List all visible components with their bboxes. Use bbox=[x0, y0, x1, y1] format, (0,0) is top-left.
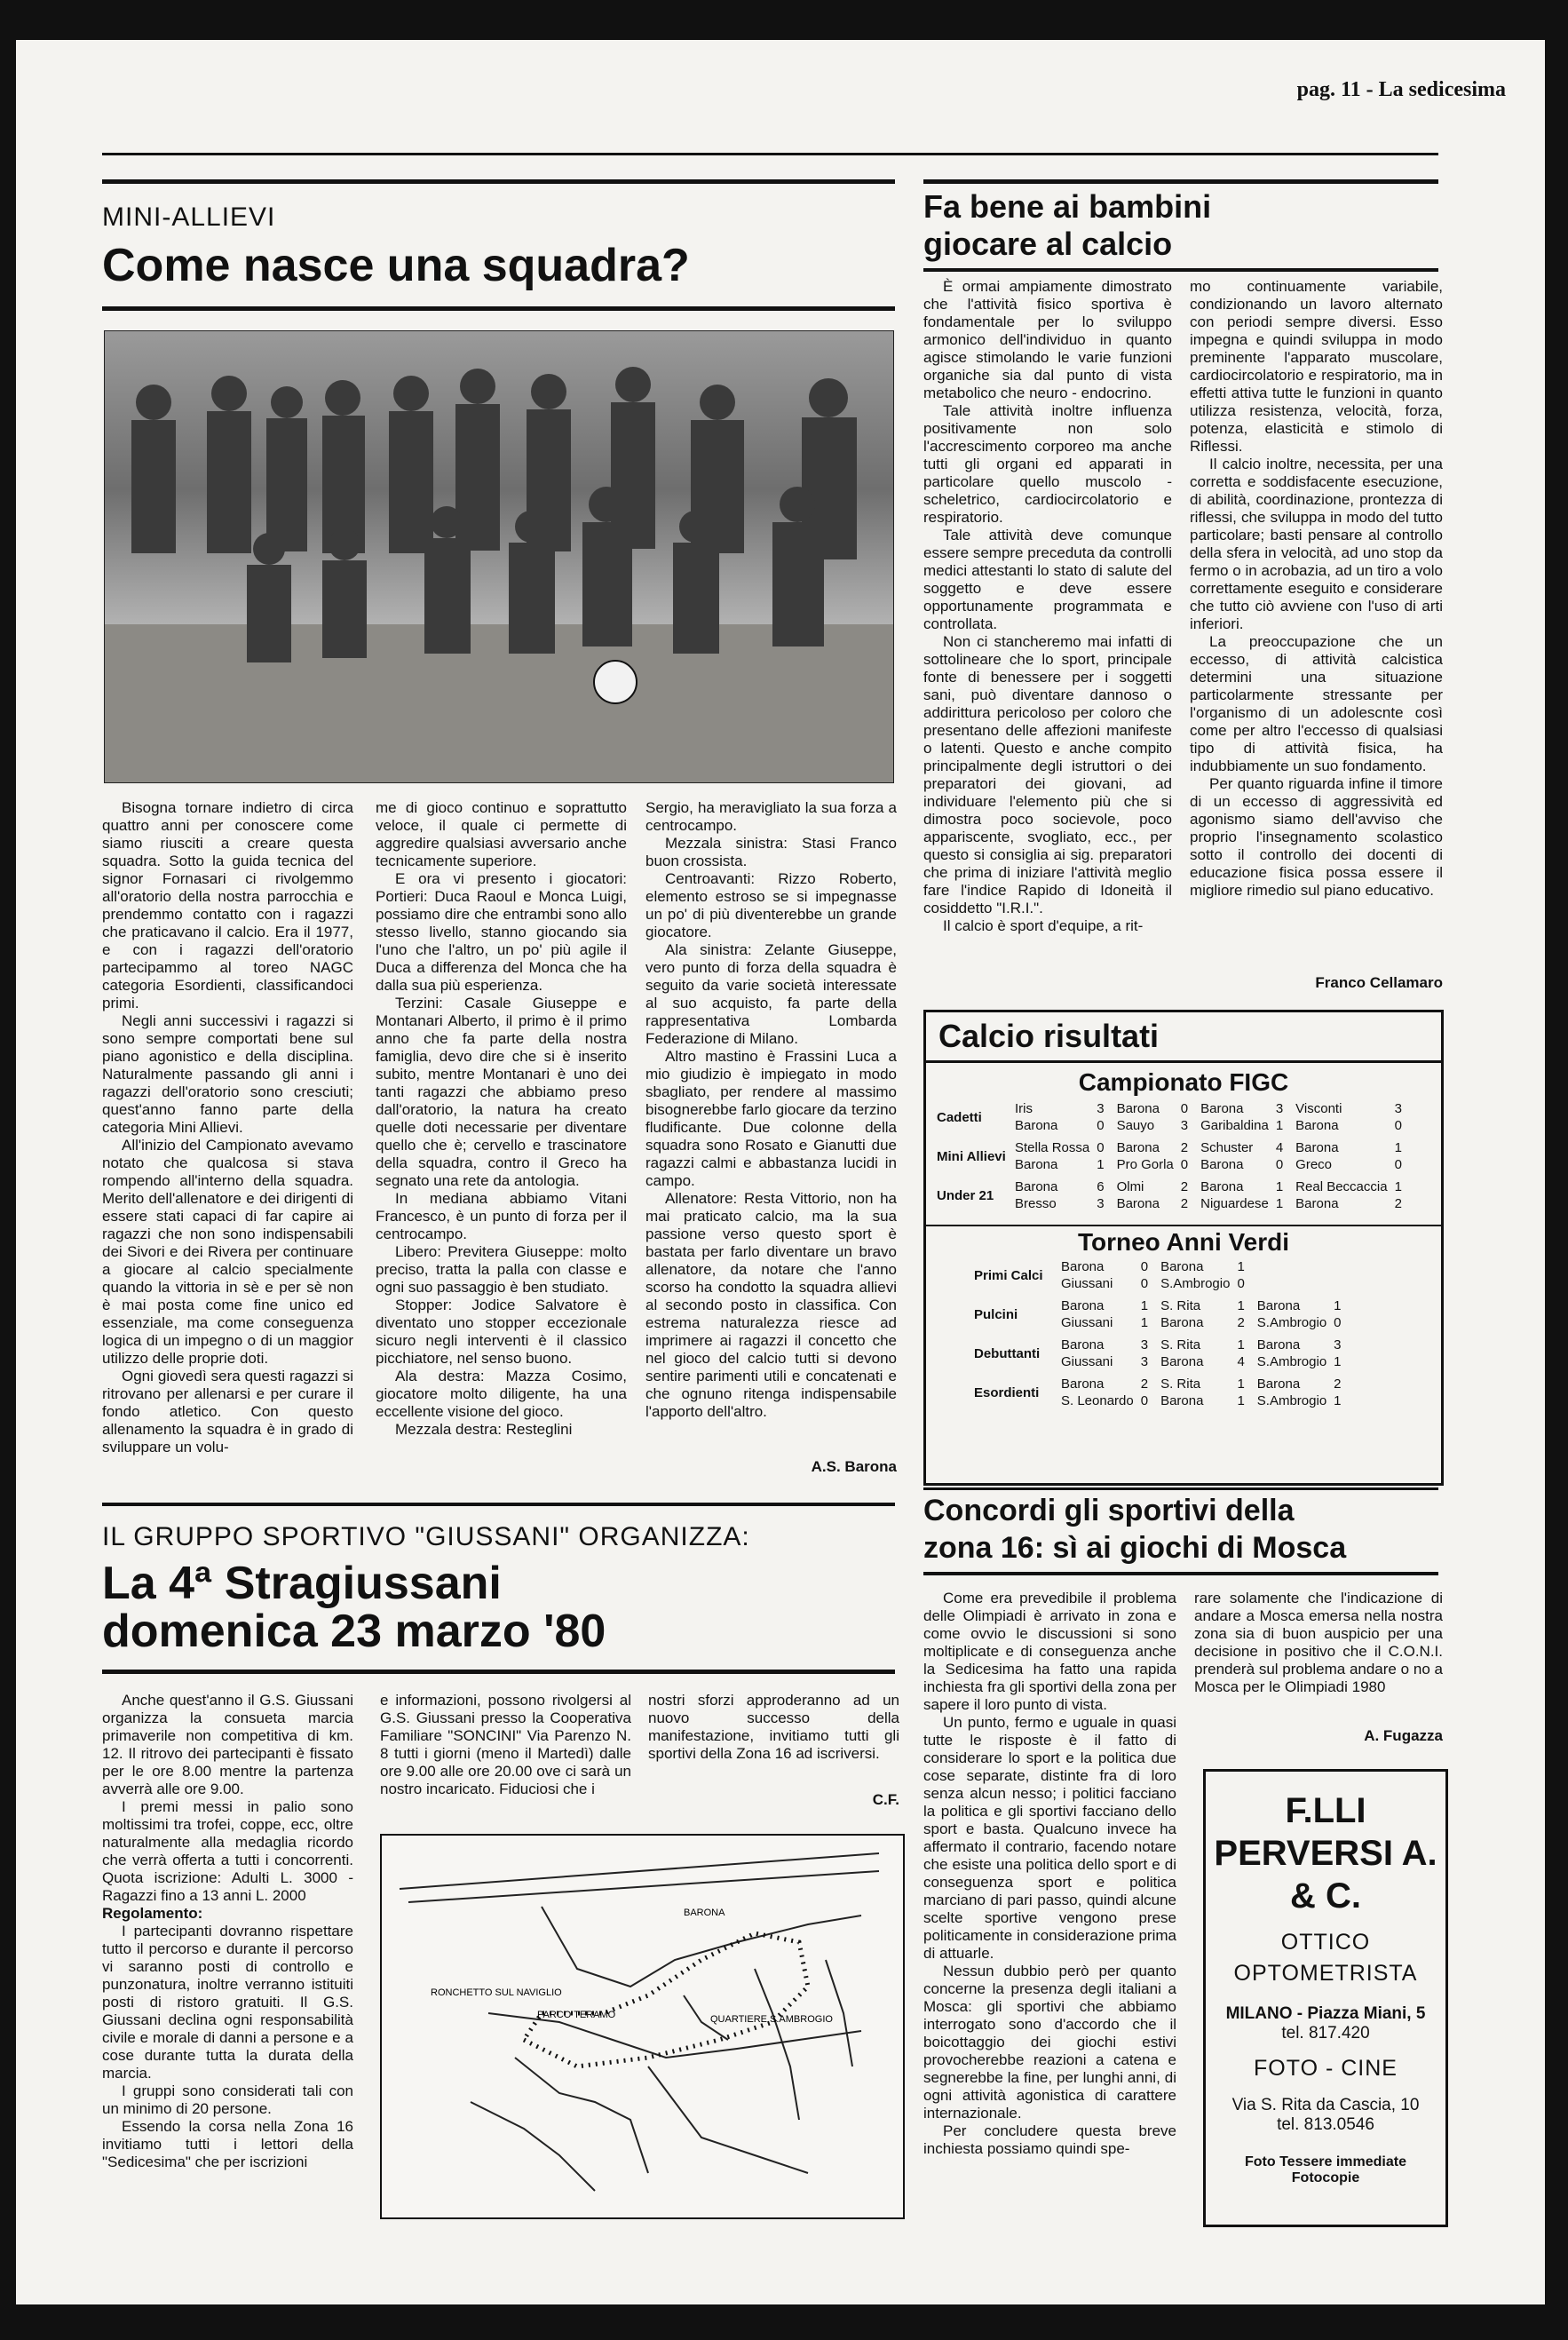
team-score: 3 bbox=[1097, 1196, 1105, 1211]
team-name: Barona bbox=[1061, 1376, 1105, 1392]
paragraph: Ala sinistra: Zelante Giuseppe, vero punto di forza della squadra è seguito da varie società interessate al suo acquisto, fa parte della rappresentativa Lombarda Federazione di Milano. bbox=[645, 941, 897, 1047]
team-score: 1 bbox=[1237, 1337, 1245, 1352]
map-label: BARONA bbox=[684, 1908, 725, 1918]
team-score: 0 bbox=[1097, 1118, 1105, 1133]
team-name: Barona bbox=[1256, 1298, 1301, 1313]
team-score: 1 bbox=[1394, 1179, 1402, 1194]
team-name: Bresso bbox=[1015, 1196, 1057, 1211]
paragraph: Centroavanti: Rizzo Roberto, elemento estroso se si impegnasse un po' di più diventerebbe un grande giocatore. bbox=[645, 870, 897, 940]
paragraph: nostri sforzi approderanno ad un nuovo successo della manifestazione, invitiamo tutti gli sportivi della Zona 16 ad iscriversi. bbox=[648, 1692, 899, 1762]
team-score: 1 bbox=[1097, 1157, 1105, 1172]
article-column-1 bbox=[102, 799, 353, 1456]
team-score: 0 bbox=[1237, 1276, 1245, 1291]
divider bbox=[102, 1670, 895, 1674]
team-score: 0 bbox=[1140, 1276, 1149, 1291]
team-name: S. Rita bbox=[1160, 1376, 1201, 1392]
ad-footer: Foto Tessere immediate bbox=[1245, 2154, 1406, 2169]
paragraph: me di gioco continuo e soprattutto veloce, il quale ci permette di aggredire qualsiasi avversario anche tecnicamente superiore. bbox=[376, 799, 627, 869]
article-column-2 bbox=[1194, 1590, 1443, 1696]
team-name: Barona bbox=[1160, 1259, 1204, 1274]
paragraph: Come era prevedibile il problema delle Olimpiadi è arrivato in zona e come ovvio le discussioni si sono moltiplicate e di conseguenza anche la Sedicesima ha fatto una rapida inchiesta fra gli sportivi della zona per sapere il loro punto di vista. bbox=[923, 1590, 1176, 1713]
section-title: Torneo Anni Verdi bbox=[1077, 1228, 1289, 1256]
paragraph: Non ci stancheremo mai infatti di sottolineare che lo sport, principale fonte di benessere per i soggetti sani, può diventare dannoso o addirittura pericoloso per coloro che presentano delle affezioni manifeste o latenti. Questo e anche compito principalmente degli istruttori o dei preparatori dei giovani, ad individuare l'elemento più che si dimostra poco socievole, poco appariscente, svogliato, ecc., per questo si consiglia ai sig. preparatori che prima di iniziare l'attività meglio fare l'indice Rapido di Idoneità il cosiddetto "I.R.I.". bbox=[923, 633, 1172, 916]
paragraph: Essendo la corsa nella Zona 16 invitiamo tutti i lettori della "Sedicesima" che per iscrizioni bbox=[102, 2118, 353, 2170]
map-label: PARCO TERAMO bbox=[537, 2010, 616, 2020]
team-name: S. Leonardo bbox=[1061, 1393, 1134, 1408]
team-score: 1 bbox=[1237, 1259, 1245, 1274]
team-score: 0 bbox=[1180, 1157, 1189, 1172]
team-score: 3 bbox=[1334, 1337, 1342, 1352]
team-name: S. Rita bbox=[1160, 1337, 1201, 1352]
team-score: 1 bbox=[1275, 1196, 1284, 1211]
article-kicker: IL GRUPPO SPORTIVO "GIUSSANI" ORGANIZZA: bbox=[102, 1522, 750, 1551]
team-name: Barona bbox=[1061, 1337, 1105, 1352]
team-score: 1 bbox=[1140, 1298, 1149, 1313]
team-score: 0 bbox=[1140, 1393, 1149, 1408]
category-label: Primi Calci bbox=[974, 1267, 1043, 1283]
team-name: Barona bbox=[1256, 1376, 1301, 1392]
article-title bbox=[923, 1492, 1346, 1567]
paragraph: Sergio, ha meravigliato la sua forza a centrocampo. bbox=[645, 799, 897, 834]
ad-phone: tel. 813.0546 bbox=[1277, 2115, 1374, 2134]
team-score: 2 bbox=[1180, 1179, 1189, 1194]
paragraph: Mezzala destra: Resteglini bbox=[395, 1421, 573, 1438]
route-map-illustration bbox=[382, 1836, 903, 2217]
article-column-3 bbox=[648, 1692, 899, 1763]
team-photo bbox=[104, 330, 894, 783]
team-score: 1 bbox=[1275, 1179, 1284, 1194]
team-name: Sauyo bbox=[1116, 1118, 1155, 1133]
team-name: Barona bbox=[1160, 1354, 1204, 1369]
article-column-1 bbox=[102, 1692, 353, 2171]
header-rule bbox=[102, 153, 1438, 155]
team-score: 2 bbox=[1237, 1315, 1245, 1330]
article-column-2 bbox=[1190, 278, 1443, 900]
team-score: 4 bbox=[1275, 1140, 1284, 1155]
team-name: Visconti bbox=[1295, 1101, 1342, 1116]
paragraph: Il calcio inoltre, necessita, per una corretta e soddisfacente esecuzione, di abilità, coordinazione, prontezza di riflessi, che sviluppa in modo del tutto particolare; basti pensare al controllo della sfera in velocità, ad uno stop da fermo o in acrobazia, ad un tiro a volo correttamente eseguito e considerare che tutto ciò avviene con l'uso di arti inferiori. bbox=[1190, 456, 1443, 632]
team-name: Barona bbox=[1061, 1298, 1105, 1313]
team-score: 1 bbox=[1237, 1393, 1245, 1408]
team-score: 1 bbox=[1334, 1298, 1342, 1313]
team-name: S.Ambrogio bbox=[1160, 1276, 1231, 1291]
ad-phone: tel. 817.420 bbox=[1281, 2024, 1370, 2043]
team-name: S. Rita bbox=[1160, 1298, 1201, 1313]
paragraph: Il calcio è sport d'equipe, a rit- bbox=[943, 917, 1144, 934]
divider bbox=[923, 1487, 1438, 1490]
title-line: La 4ª Stragiussani bbox=[102, 1558, 502, 1609]
result-row bbox=[933, 1176, 1411, 1195]
team-name: Niguardese bbox=[1200, 1196, 1269, 1211]
team-score: 0 bbox=[1394, 1157, 1402, 1172]
team-score: 1 bbox=[1275, 1118, 1284, 1133]
results-box bbox=[923, 1010, 1444, 1486]
divider bbox=[102, 179, 895, 184]
paragraph: Negli anni successivi i ragazzi si sono sempre comportati bene sul piano agonistico e della disciplina. Naturalmente passando gli anni i ragazzi dell'oratorio sono cresciuti; quest'anno fanno parte della categoria Mini Allievi. bbox=[102, 1012, 353, 1136]
article-title bbox=[102, 1559, 606, 1655]
section-title: Campionato FIGC bbox=[1078, 1068, 1289, 1096]
category-label: Esordienti bbox=[974, 1384, 1040, 1400]
article-title bbox=[923, 188, 1211, 263]
team-name: S.Ambrogio bbox=[1256, 1354, 1327, 1369]
result-row bbox=[933, 1137, 1411, 1156]
team-name: Barona bbox=[1295, 1196, 1339, 1211]
team-score: 3 bbox=[1180, 1118, 1189, 1133]
paragraph: e informazioni, possono rivolgersi al G.S. Giussani presso la Cooperativa Familiare "SONCINI" Via Parenzo N. 8 tutti i giorni (meno il Martedì) dalle ore 9.00 alle ore 20.00 ove ci sarà un nostro incaricato. Fiduciosi che i bbox=[380, 1692, 631, 1797]
team-score: 1 bbox=[1237, 1298, 1245, 1313]
paragraph: Libero: Previtera Giuseppe: molto preciso, tratta la palla con classe e ogni suo passaggio è ben studiato. bbox=[376, 1243, 627, 1296]
map-label: QUARTIERE S.AMBROGIO bbox=[710, 2014, 833, 2025]
paragraph: I premi messi in palio sono moltissimi tra trofei, coppe, ecc, oltre naturalmente alla medaglia ricordo che verrà offerta a tutti i concorrenti. Quota iscrizione: Adulti L. 3000 - Ragazzi fino a 13 anni L. 2000 bbox=[102, 1798, 353, 1904]
article-signature: A. Fugazza bbox=[1364, 1727, 1443, 1744]
ad-line: OPTOMETRISTA bbox=[1233, 1961, 1418, 1986]
paragraph: Mezzala sinistra: Stasi Franco buon crossista. bbox=[645, 835, 897, 869]
team-score: 4 bbox=[1237, 1354, 1245, 1369]
title-line: Concordi gli sportivi della bbox=[923, 1494, 1295, 1527]
ad-name: PERVERSI A. bbox=[1214, 1834, 1437, 1873]
results-title: Calcio risultati bbox=[938, 1018, 1160, 1054]
title-line: zona 16: sì ai giochi di Mosca bbox=[923, 1531, 1347, 1565]
team-name: Giussani bbox=[1061, 1315, 1113, 1330]
article-column-1 bbox=[923, 1590, 1176, 2158]
team-name: Barona bbox=[1015, 1157, 1058, 1172]
team-name: Barona bbox=[1160, 1315, 1204, 1330]
page-header: pag. 11 - La sedicesima bbox=[1296, 78, 1506, 101]
team-score: 1 bbox=[1334, 1393, 1342, 1408]
team-name: Stella Rossa bbox=[1015, 1140, 1090, 1155]
divider bbox=[923, 1572, 1438, 1575]
article-signature: Franco Cellamaro bbox=[1315, 974, 1443, 991]
title-line: giocare al calcio bbox=[923, 226, 1173, 262]
paragraph: Altro mastino è Frassini Luca a mio giudizio è impiegato in modo sbagliato, per rendere al massimo bisognerebbe farlo giocare da terzino fludificante. Due colonne della squadra sono Rosato e Gianutti due ragazzi calmi e abbastanza lucidi in campo. bbox=[645, 1048, 897, 1189]
team-name: Garibaldina bbox=[1200, 1118, 1269, 1133]
paragraph: Per concludere questa breve inchiesta possiamo quindi spe- bbox=[923, 2122, 1176, 2157]
paragraph: Tale attività deve comunque essere sempre preceduta da controlli medici attestanti lo stato di salute del soggetto e deve essere opportunamente programmata e controllata. bbox=[923, 527, 1172, 632]
paragraph: Ala destra: Mazza Cosimo, giocatore molto diligente, ha una eccellente visione del gioco. bbox=[376, 1368, 627, 1420]
team-name: Barona bbox=[1295, 1118, 1339, 1133]
team-score bbox=[1330, 1258, 1350, 1275]
team-score: 1 bbox=[1237, 1376, 1245, 1392]
paragraph: Terzini: Casale Giuseppe e Montanari Alberto, il primo è il primo anno che fa parte della nostra famiglia, devo dire che si è inserito subito, mentre Montanari è uno dei tanti ragazzi che abbiamo preso dall'oratorio, la natura ha creato quelle doti necessarie per diventare quello che è; cervello e trascinatore della squadra, contro il Greco ha segnato una rete da antologia. bbox=[376, 995, 627, 1189]
team-score: 3 bbox=[1394, 1101, 1402, 1116]
paragraph: E ora vi presento i giocatori: Portieri: Duca Raoul e Monca Luigi, possiamo dire che entrambi sono allo stesso livello, stanno giocando sia l'uno che l'altro, un po' più agile il Duca a differenza del Monca che ha dalla sua più esperienza. bbox=[376, 870, 627, 994]
paragraph: Ogni giovedì sera questi ragazzi si ritrovano per allenarsi e per curare il fondo atletico. Con questo allenamento la squadra è in grado di sviluppare un volu- bbox=[102, 1368, 353, 1456]
torneo-results-table bbox=[970, 1258, 1350, 1415]
team-name: Olmi bbox=[1116, 1179, 1144, 1194]
team-score: 6 bbox=[1097, 1179, 1105, 1194]
category-label: Debuttanti bbox=[974, 1345, 1041, 1361]
team-name: Barona bbox=[1061, 1259, 1105, 1274]
team-name: S.Ambrogio bbox=[1256, 1393, 1327, 1408]
team-score: 0 bbox=[1394, 1118, 1402, 1133]
figc-results-table bbox=[933, 1100, 1411, 1218]
result-row bbox=[970, 1373, 1350, 1392]
team-score: 2 bbox=[1394, 1196, 1402, 1211]
category-label: Cadetti bbox=[937, 1109, 982, 1125]
paragraph: Allenatore: Resta Vittorio, non ha mai praticato calcio, ma la sua passione verso questo sport è bastata per farlo diventare un bravo allenatore, da notare che l'anno scorso ha condotto la squadra allievi al secondo posto in classifica. Con estrema naturalezza riesce ad imprimere ai ragazzi il concetto che nel gioco del calcio tutti si devono sentire parimenti utili e concatenati e che ognuno ritenga indispensabile l'apporto dell'altro. bbox=[645, 1190, 897, 1420]
category-label: Mini Allievi bbox=[937, 1148, 1006, 1164]
team-name: Barona bbox=[1116, 1101, 1160, 1116]
article-column-2 bbox=[376, 799, 627, 1439]
team-name: Barona bbox=[1200, 1179, 1244, 1194]
paragraph: I gruppi sono considerati tali con un minimo di 20 persone. bbox=[102, 2082, 353, 2117]
article-column-1 bbox=[923, 278, 1172, 935]
paragraph: mo continuamente variabile, condizionando un lavoro alternato con periodi sempre diversi. Esso impegna e quindi sviluppa in modo preminente l'apparato muscolare, cardiocircolatorio e respiratorio, ma in effetti attiva tutte le funzioni in quanto utilizza resistenza, velocità, forza, potenza, elasticità e stimolo di Riflessi. bbox=[1190, 278, 1443, 455]
team-score: 2 bbox=[1180, 1196, 1189, 1211]
paragraph: Tale attività inoltre influenza positivamente non solo l'accrescimento corporeo ma anche tutti gli organi ed apparati in particolare quello muscolo - scheletrico, cardiocircolatorio e respiratorio. bbox=[923, 402, 1172, 526]
paragraph: Nessun dubbio però per quanto concerne la presenza degli italiani a Mosca: gli sportivi che abbiamo interrogato sono d'accordo che il boicottaggio dei giochi estivi provocherebbe reazioni a catena e segnerebbe la fine, per lunghi anni, di ogni attività agonistica di carattere internazionale. bbox=[923, 1963, 1176, 2122]
team-name: Barona bbox=[1295, 1140, 1339, 1155]
team-name: Barona bbox=[1015, 1118, 1058, 1133]
ad-name: & C. bbox=[1290, 1876, 1361, 1916]
team-name: Barona bbox=[1200, 1157, 1244, 1172]
article-signature: A.S. Barona bbox=[811, 1458, 897, 1475]
team-score: 0 bbox=[1334, 1315, 1342, 1330]
divider bbox=[923, 179, 1438, 184]
optician-advertisement bbox=[1203, 1769, 1448, 2227]
result-row bbox=[970, 1334, 1350, 1353]
paragraph: I partecipanti dovranno rispettare tutto il percorso e durante il percorso vi saranno posti di controllo e punzonatura, inoltre verranno istituiti posti di ristoro gratuiti. Il G.S. Giussani declina ogni responsabilità civile e morale di danni a persone e a cose durante tutta la durata della marcia. bbox=[102, 1923, 353, 2082]
result-row bbox=[970, 1258, 1350, 1275]
divider bbox=[102, 306, 895, 311]
team-name: Barona bbox=[1116, 1140, 1160, 1155]
divider bbox=[102, 1503, 895, 1506]
divider bbox=[926, 1060, 1441, 1063]
team-name bbox=[1254, 1275, 1330, 1295]
team-name: S.Ambrogio bbox=[1256, 1315, 1327, 1330]
result-row bbox=[970, 1295, 1350, 1314]
paragraph: Un punto, fermo e uguale in quasi tutte le risposte è il fatto di considerare lo sport e la politica due cose separate, distinte fra di loro senza alcun nesso; i politici facciano la politica e gli sportivi facciano dello sport e basta. Qualcuno invece ha affermato il contrario, facendo notare che esiste una politica dello sport e di conseguenza sport e politica marciano di pari passo, quindi alcune scelte sportive vengono prese politicamente in considerazione prima di attuarle. bbox=[923, 1714, 1176, 1962]
paragraph: La preoccupazione che un eccesso, di attività calcistica determini una situazione particolarmente stressante per l'organismo di un adolescnte così come per altro l'eccesso di qualsiasi tipo di attività fisica, ha indubbiamente un suo fondamento. bbox=[1190, 633, 1443, 774]
ad-address: Via S. Rita da Cascia, 10 bbox=[1231, 2096, 1420, 2114]
team-score: 0 bbox=[1275, 1157, 1284, 1172]
divider bbox=[926, 1225, 1441, 1226]
paragraph: Per quanto riguarda infine il timore di un eccesso di aggressività ed agonismo siamo dell'avviso che proprio l'insegnamento scolastico sotto il controllo dei docenti di educazione fisica possa essere il migliore rimedio sul piano educativo. bbox=[1190, 775, 1443, 899]
ad-name: F.LLI bbox=[1285, 1791, 1366, 1830]
team-name: Barona bbox=[1256, 1337, 1301, 1352]
team-score: 2 bbox=[1180, 1140, 1189, 1155]
title-line: domenica 23 marzo '80 bbox=[102, 1606, 606, 1657]
article-signature: C.F. bbox=[872, 1791, 899, 1808]
team-score: 2 bbox=[1334, 1376, 1342, 1392]
team-name: Barona bbox=[1015, 1179, 1058, 1194]
team-score bbox=[1330, 1275, 1350, 1295]
ad-line: OTTICO bbox=[1280, 1930, 1371, 1955]
article-column-3 bbox=[645, 799, 897, 1421]
paragraph: Bisogna tornare indietro di circa quattro anni per conoscere come siamo riusciti a creare questa squadra. Sotto la guida tecnica del signor Fornasari ci rivolgemmo all'oratorio della nostra parrocchia e prendemmo contatto con i ragazzi che praticavano il calcio. Era il 1977, e con i ragazzi dell'oratorio partecipammo al toreo NAGC categoria Esordienti, classificandoci primi. bbox=[102, 799, 353, 1011]
team-name: Real Beccaccia bbox=[1295, 1179, 1388, 1194]
team-score: 3 bbox=[1275, 1101, 1284, 1116]
team-name: Giussani bbox=[1061, 1354, 1113, 1369]
paragraph: In mediana abbiamo Vitani Francesco, è un punto di forza per il centrocampo. bbox=[376, 1190, 627, 1242]
team-score: 2 bbox=[1140, 1376, 1149, 1392]
team-name: Schuster bbox=[1200, 1140, 1254, 1155]
team-name: Barona bbox=[1200, 1101, 1244, 1116]
category-label: Under 21 bbox=[937, 1187, 994, 1203]
team-score: 1 bbox=[1394, 1140, 1402, 1155]
ad-footer: Fotocopie bbox=[1291, 2170, 1360, 2185]
team-name: Pro Gorla bbox=[1116, 1157, 1174, 1172]
team-name: Barona bbox=[1160, 1393, 1204, 1408]
team-score: 0 bbox=[1180, 1101, 1189, 1116]
category-label: Pulcini bbox=[974, 1306, 1018, 1322]
article-column-2 bbox=[380, 1692, 631, 1798]
map-label: RONCHETTO SUL NAVIGLIO bbox=[431, 1987, 562, 1998]
paragraph: Regolamento: bbox=[102, 1905, 203, 1922]
team-photo-illustration bbox=[105, 331, 893, 782]
ad-address: MILANO - Piazza Miani, 5 bbox=[1225, 2004, 1426, 2023]
team-score: 3 bbox=[1140, 1354, 1149, 1369]
result-row bbox=[933, 1100, 1411, 1117]
ad-line: FOTO - CINE bbox=[1254, 2056, 1398, 2081]
paragraph: Anche quest'anno il G.S. Giussani organizza la consueta marcia primaverile non competitiva di km. 12. Il ritrovo dei partecipanti è fissato per le ore 8.00 mentre la partenza avverrà alle ore 9.00. bbox=[102, 1692, 353, 1797]
divider bbox=[923, 268, 1438, 272]
route-map bbox=[380, 1834, 905, 2219]
paragraph: rare solamente che l'indicazione di andare a Mosca emersa nella nostra zona sia di buon auspicio per una decisione in positivo che il C.O.N.I. prenderà sul problema andare o no a Mosca per le Olimpiadi 1980 bbox=[1194, 1590, 1443, 1695]
team-score: 3 bbox=[1140, 1337, 1149, 1352]
team-score: 0 bbox=[1140, 1259, 1149, 1274]
paragraph: All'inizio del Campionato avevamo notato che qualcosa si stava rompendo all'interno della squadra. Merito dell'allenatore e dei dirigenti di essere stati capaci di far capire ai ragazzi che non sono indispensabili dei Sivori e dei Rivera per continuare a giocare al calcio specialmente quando la vittoria in sè e per sè non è mai posta come fine unico ed essenziale, ma come conseguenza logica di un impegno o di un maggior utilizzo delle proprie doti. bbox=[102, 1137, 353, 1367]
team-name: Giussani bbox=[1061, 1276, 1113, 1291]
article-title: Come nasce una squadra? bbox=[102, 240, 690, 291]
paragraph: È ormai ampiamente dimostrato che l'attività fisico sportiva è fondamentale per lo sviluppo armonico dell'individuo in quanto agisce stimolando le varie funzioni organiche sia dal punto di vista metabolico che neuro - endocrino. bbox=[923, 278, 1172, 401]
article-kicker: MINI-ALLIEVI bbox=[102, 202, 276, 232]
team-name: Greco bbox=[1295, 1157, 1333, 1172]
title-line: Fa bene ai bambini bbox=[923, 188, 1212, 225]
team-score: 1 bbox=[1140, 1315, 1149, 1330]
team-name bbox=[1254, 1258, 1330, 1275]
team-score: 0 bbox=[1097, 1140, 1105, 1155]
team-score: 3 bbox=[1097, 1101, 1105, 1116]
team-name: Iris bbox=[1015, 1101, 1033, 1116]
team-name: Barona bbox=[1116, 1196, 1160, 1211]
paragraph: Stopper: Jodice Salvatore è diventato uno stopper eccezionale sicuro negli interventi è il classico picchiatore, nel senso buono. bbox=[376, 1297, 627, 1367]
team-score: 1 bbox=[1334, 1354, 1342, 1369]
